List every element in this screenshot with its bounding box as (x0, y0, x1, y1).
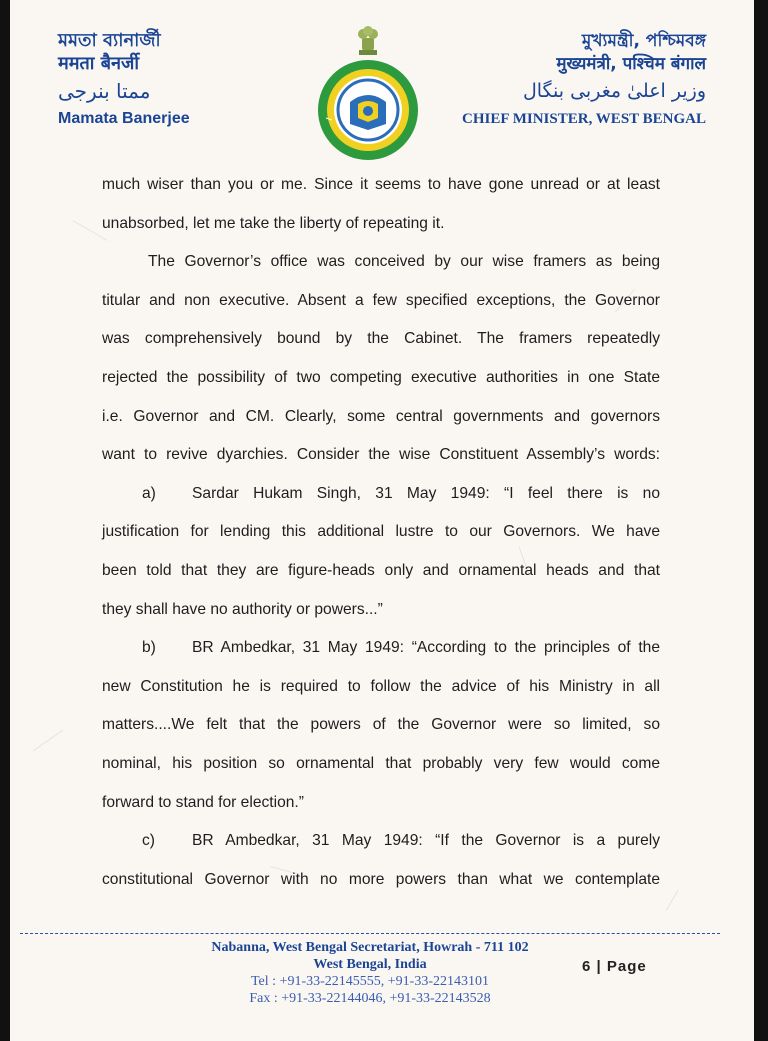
title-english: CHIEF MINISTER, WEST BENGAL (462, 111, 706, 127)
footer-address (170, 939, 570, 1007)
name-urdu: ممتا بنرجی (58, 79, 151, 103)
name-bengali: মমতা ব্যানার্জী (58, 30, 161, 51)
body-line: i.e. Governor and CM. Clearly, some central governments and governors (102, 407, 660, 425)
footer-divider (20, 933, 720, 934)
body-line: titular and non executive. Absent a few specified exceptions, the Governor (102, 291, 660, 309)
body-line: new Constitution he is required to follow the advice of his Ministry in all (102, 677, 660, 695)
body-line: forward to stand for election.” (102, 793, 304, 811)
state-logo-icon (316, 58, 420, 162)
list-label-c: c) (142, 832, 155, 850)
body-line: The Governor’s office was conceived by our wise framers as being (148, 253, 660, 271)
address-line-2: West Bengal, India (313, 957, 427, 972)
body-line: BR Ambedkar, 31 May 1949: “If the Governor is a purely (192, 832, 660, 850)
name-hindi: ममता बैनर्जी (58, 53, 140, 74)
body-line: Sardar Hukam Singh, 31 May 1949: “I feel there is no (192, 484, 660, 502)
letter-page (10, 0, 754, 1041)
body-line: much wiser than you or me. Since it seems to have gone unread or at least (102, 176, 660, 193)
body-line: constitutional Governor with no more powers than what we contemplate (102, 870, 660, 888)
body-line: they shall have no authority or powers...” (102, 600, 383, 618)
letterhead-left (58, 30, 258, 130)
body-line: matters....We felt that the powers of the Governor were so limited, so (102, 716, 660, 734)
name-english: Mamata Banerjee (58, 110, 190, 127)
letterhead-right (406, 30, 706, 130)
page-number: 6 | Page (582, 958, 647, 975)
telephone: Tel : +91-33-22145555, +91-33-22143101 (250, 974, 489, 989)
quote-b-first-line (102, 629, 660, 668)
body-line: been told that they are figure-heads only and ornamental heads and that (102, 561, 660, 579)
body-line: unabsorbed, let me take the liberty of repeating it. (102, 214, 445, 232)
body-line: rejected the possibility of two competing executive authorities in one State (102, 368, 660, 386)
title-bengali: মুখ্যমন্ত্রী, পশ্চিমবঙ্গ (581, 31, 706, 51)
list-label-a: a) (142, 484, 156, 502)
quote-c-first-line (102, 822, 660, 861)
address-line-1: Nabanna, West Bengal Secretariat, Howrah - 711 102 (211, 940, 529, 955)
body-line: justification for lending this additional lustre to our Governors. We have (102, 523, 660, 541)
body-line: was comprehensively bound by the Cabinet. The framers repeatedly (102, 330, 660, 348)
title-hindi: मुख्यमंत्री, पश्चिम बंगाल (556, 54, 706, 74)
letter-body (102, 166, 660, 899)
body-line: BR Ambedkar, 31 May 1949: “According to the principles of the (192, 639, 660, 657)
list-label-b: b) (142, 639, 156, 657)
national-emblem-icon (353, 24, 383, 58)
quote-a-first-line (102, 475, 660, 514)
title-urdu: وزیر اعلیٰ مغربی بنگال (522, 80, 706, 102)
body-line: nominal, his position so ornamental that probably very few would come (102, 754, 660, 772)
fax: Fax : +91-33-22144046, +91-33-22143528 (249, 991, 491, 1006)
body-line: want to revive dyarchies. Consider the wise Constituent Assembly’s words: (102, 446, 660, 464)
